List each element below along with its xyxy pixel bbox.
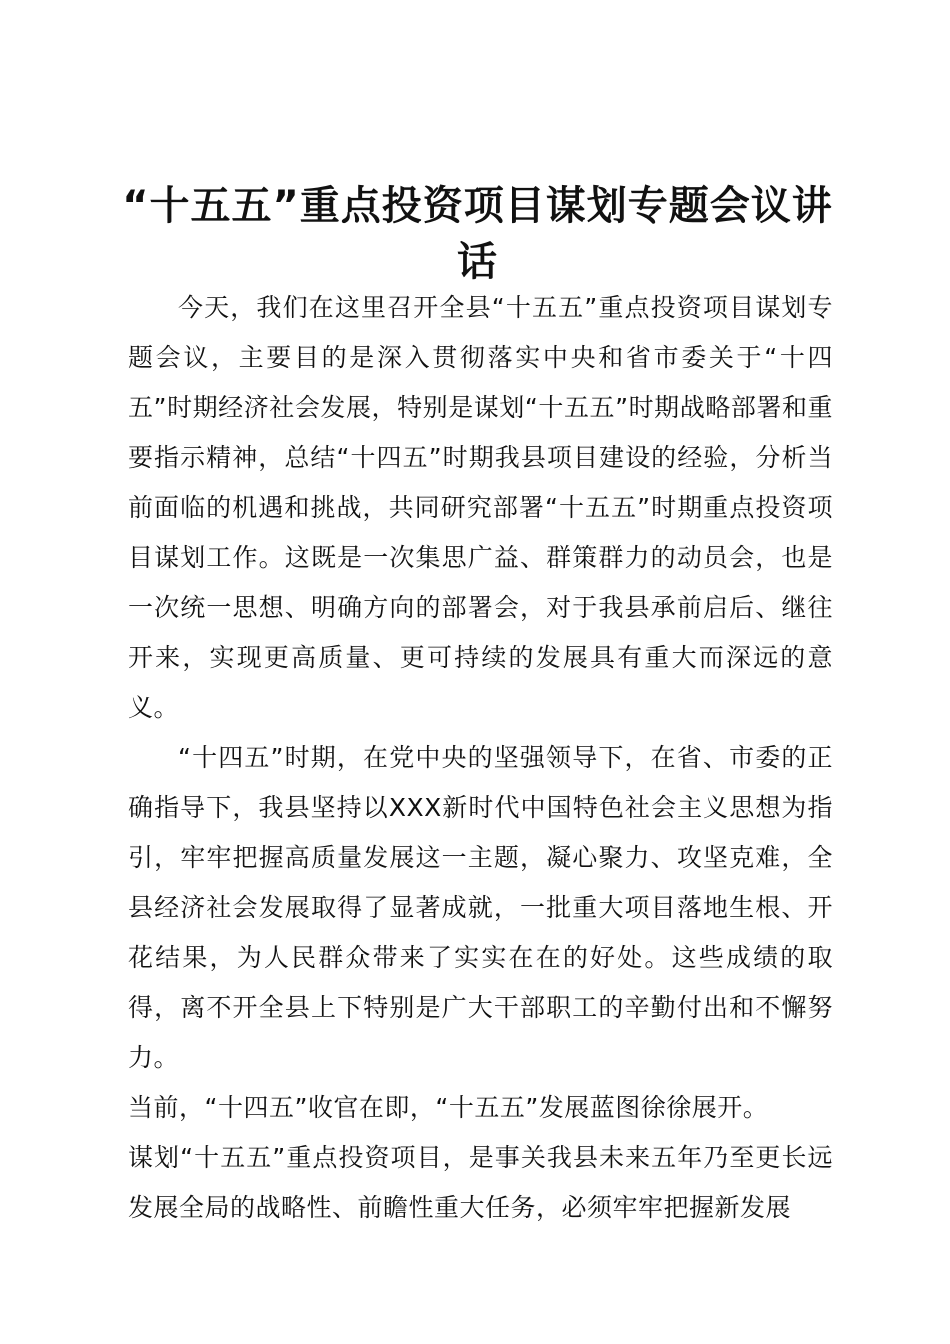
document-body — [128, 283, 833, 1233]
paragraph-current: 当前，“十四五”收官在即，“十五五”发展蓝图徐徐展开。 — [128, 1093, 769, 1122]
paragraph-planning: 谋划“十五五”重点投资项目，是事关我县未来五年乃至更长远发展全局的战略性、前瞻性重大任务，必须牢牢把握新发展 — [128, 1143, 833, 1222]
paragraph-review: “十四五”时期，在党中央的坚强领导下，在省、市委的正确指导下，我县坚持以XXX新时代中国特色社会主义思想为指引，牢牢把握高质量发展这一主题，凝心聚力、攻坚克难，全县经济社会发展取得了显著成就，一批重大项目落地生根、开花结果，为人民群众带来了实实在在的好处。这些成绩的取得，离不开全县上下特别是广大干部职工的辛勤付出和不懈努力。 — [128, 743, 833, 1072]
document-title: “十五五”重点投资项目谋划专题会议讲话 — [122, 183, 833, 285]
paragraph-intro: 今天，我们在这里召开全县“十五五”重点投资项目谋划专题会议，主要目的是深入贯彻落实中央和省市委关于“十四五”时期经济社会发展，特别是谋划“十五五”时期战略部署和重要指示精神，总结“十四五”时期我县项目建设的经验，分析当前面临的机遇和挑战，共同研究部署“十五五”时期重点投资项目谋划工作。这既是一次集思广益、群策群力的动员会，也是一次统一思想、明确方向的部署会，对于我县承前启后、继往开来，实现更高质量、更可持续的发展具有重大而深远的意义。 — [128, 293, 833, 722]
